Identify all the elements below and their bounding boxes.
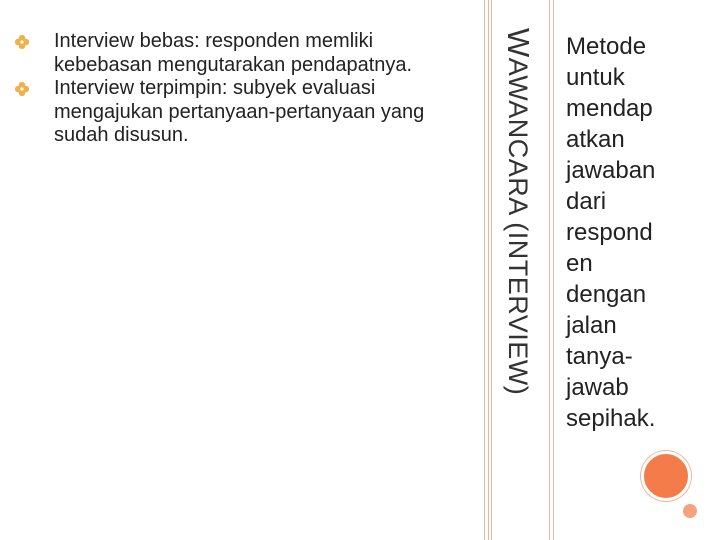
slide-title-rest: AWANCARA (INTERVIEW) (503, 57, 533, 396)
side-description: Metode untuk mendap atkan jawaban dari respond en dengan jalan tanya- jawab sepihak. (566, 33, 656, 432)
divider-line (491, 0, 492, 540)
bullet-item (14, 30, 454, 77)
decorative-circle-large (641, 451, 691, 501)
divider-line (549, 0, 550, 540)
four-petal-bullet-icon (14, 34, 30, 50)
divider-line (488, 0, 489, 540)
bullet-item (14, 77, 454, 148)
bullet-text: Interview terpimpin: subyek evaluasi mengajukan pertanyaan-pertanyaan yang sudah disusun. (54, 77, 425, 146)
divider-line (553, 0, 554, 540)
bullet-list (14, 30, 454, 148)
decorative-circle-small (681, 502, 699, 520)
four-petal-bullet-icon (14, 81, 30, 97)
divider-line (484, 0, 485, 540)
slide-title (498, 28, 538, 436)
bullet-text: Interview bebas: responden memliki kebebasan mengutarakan pendapatnya. (54, 30, 413, 76)
slide-title-initial: W (501, 28, 536, 58)
